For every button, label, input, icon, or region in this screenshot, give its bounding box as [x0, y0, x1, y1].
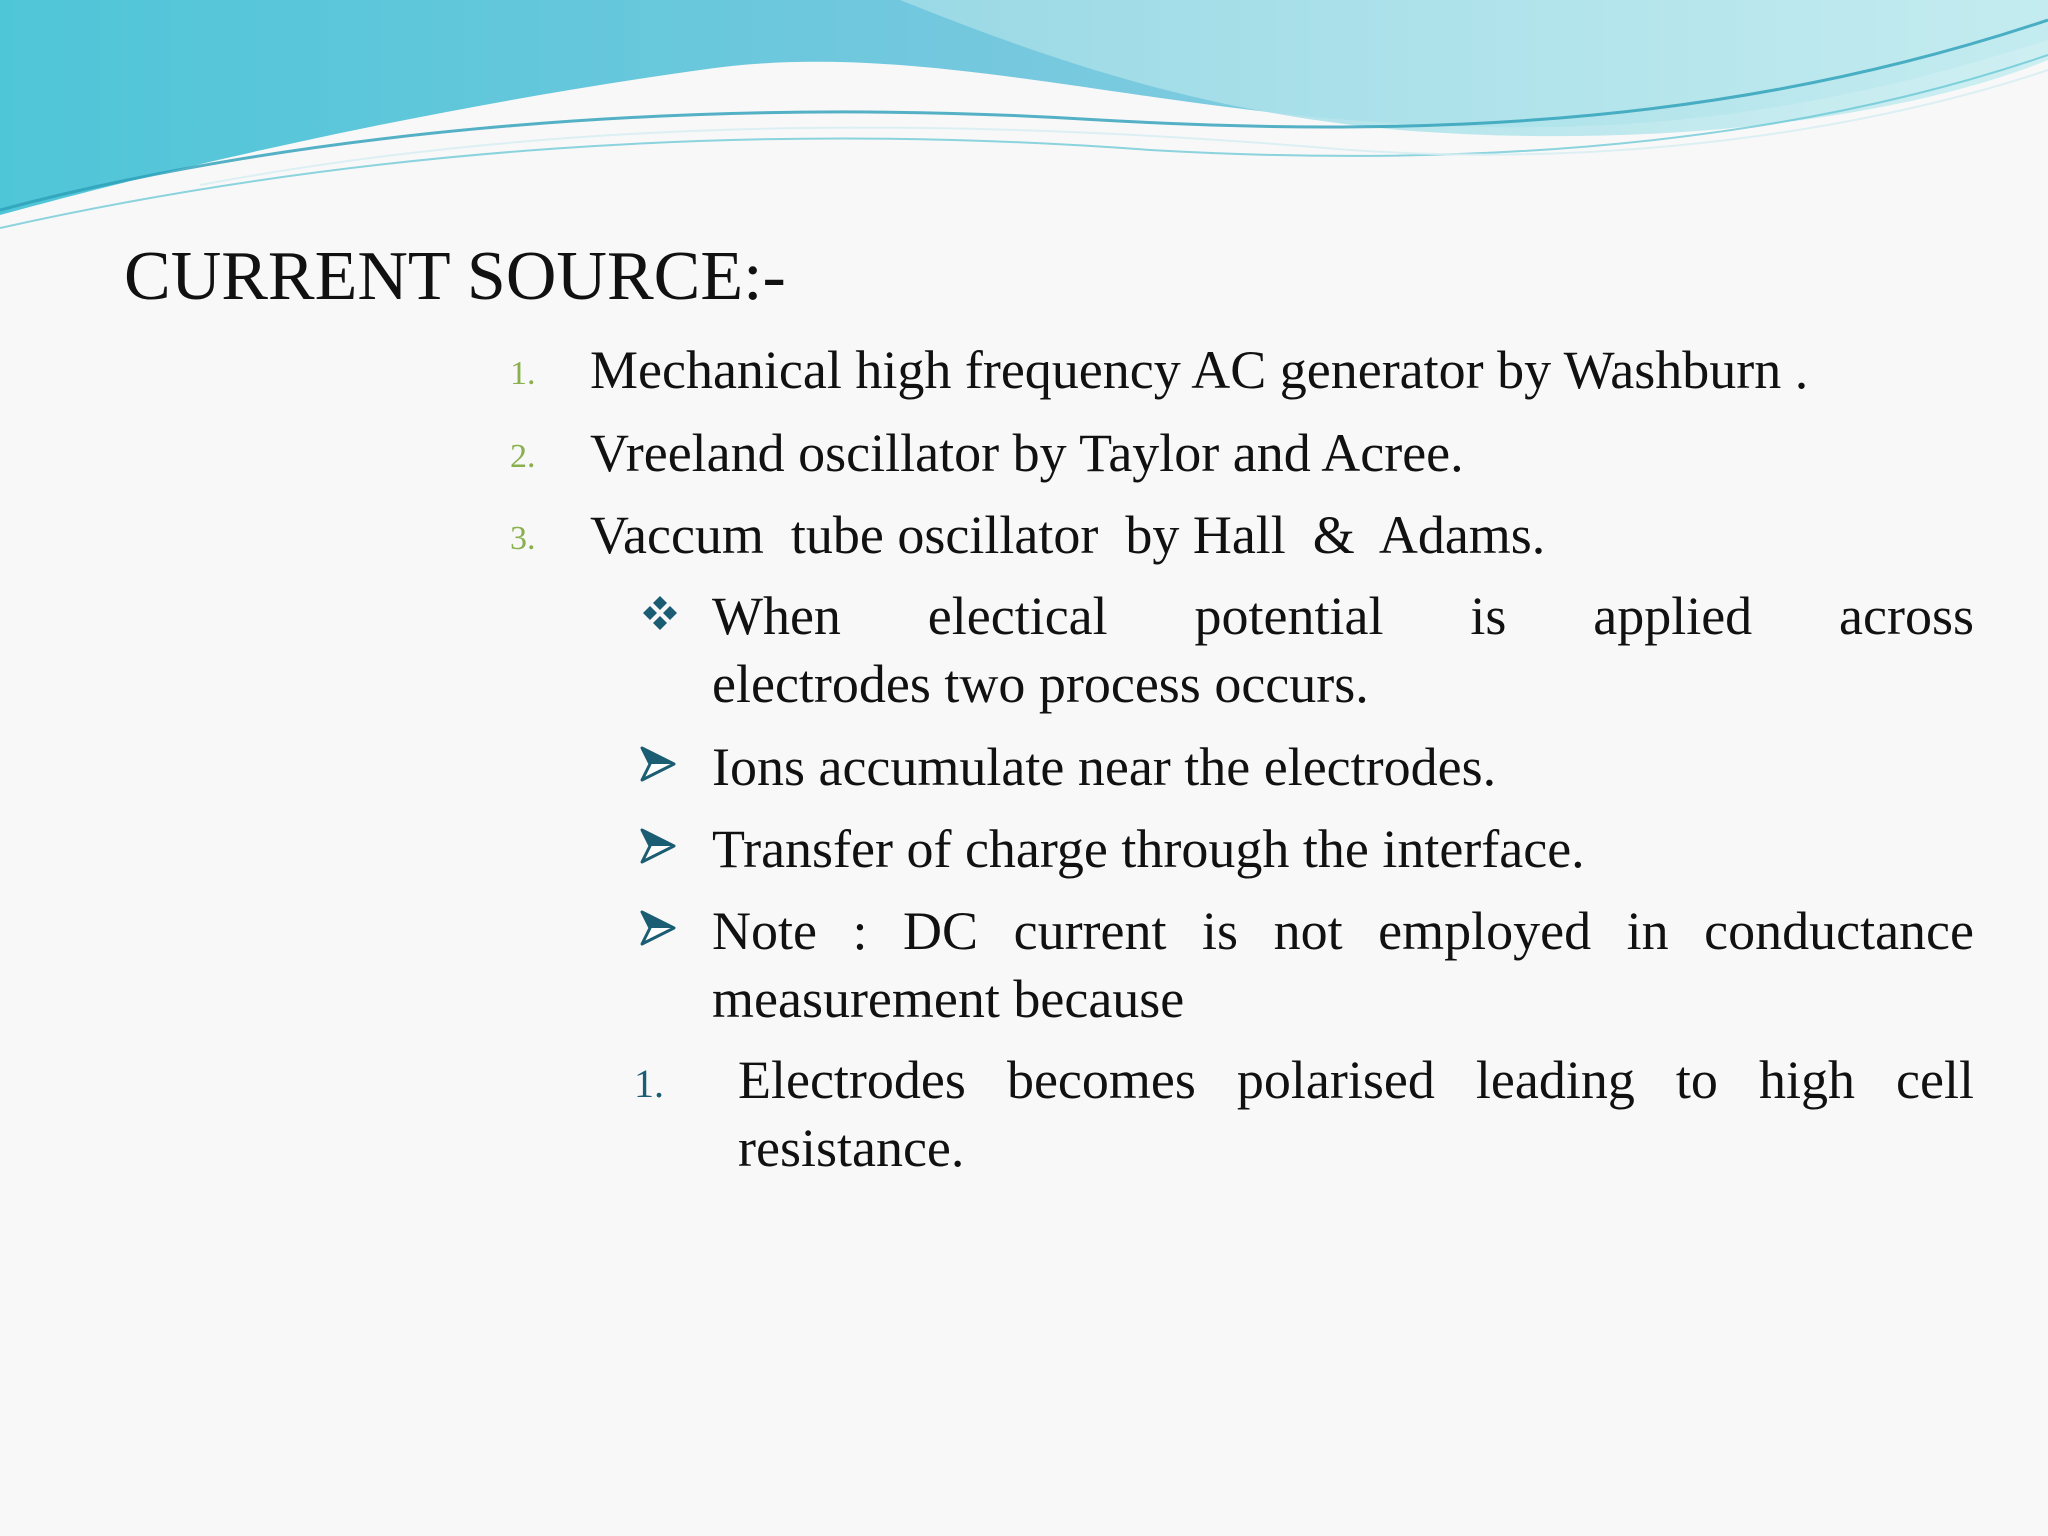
list-item-vreeland: Vreeland oscillator by Taylor and Acree. — [590, 423, 1464, 483]
list-number-1: 1. — [510, 355, 536, 392]
list-item-vaccum-tube: Vaccum tube oscillator by Hall & Adams. — [590, 505, 1546, 565]
arrow-item-transfer: Transfer of charge through the interface. — [712, 819, 1585, 879]
sub-item-line-1: Electrodes becomes polarised leading to high cell — [738, 1050, 1974, 1110]
note-item-line-2: measurement because — [712, 969, 1185, 1029]
arrow-item-ions: Ions accumulate near the electrodes. — [712, 737, 1497, 797]
diamond-item-line-1: When electical potential is applied across — [712, 586, 1974, 646]
note-item-line-1: Note : DC current is not employed in conductance — [712, 901, 1974, 961]
slide-title: CURRENT SOURCE:- — [124, 238, 786, 315]
list-number-2: 2. — [510, 438, 536, 475]
list-number-3: 3. — [510, 520, 536, 557]
sub-list-number-1: 1. — [634, 1061, 664, 1106]
arrow-bullet-icon — [638, 908, 678, 948]
header-wave-decoration — [0, 0, 2048, 240]
arrow-bullet-icon — [638, 826, 678, 866]
list-item-washburn: Mechanical high frequency AC generator by Washburn . — [590, 340, 1809, 400]
diamond-item-line-2: electrodes two process occurs. — [712, 654, 1369, 714]
diamond-bullet-icon — [640, 593, 680, 633]
sub-item-line-2: resistance. — [738, 1118, 965, 1178]
arrow-bullet-icon — [638, 744, 678, 784]
